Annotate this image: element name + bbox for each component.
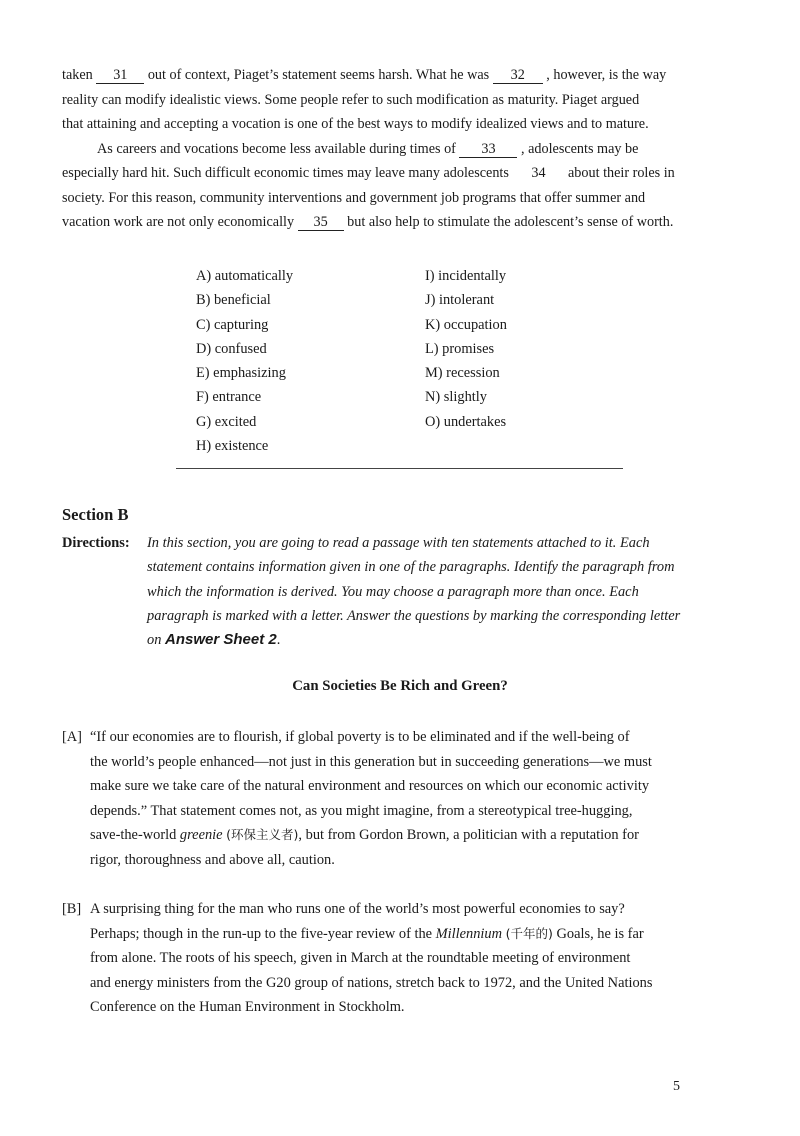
choice-l: L) promises: [425, 340, 495, 357]
blank-35: 35: [298, 214, 344, 231]
paragraph-line: A surprising thing for the man who runs one of the world’s most powerful economies to say?: [90, 901, 625, 917]
paragraph-line: “If our economies are to flourish, if global poverty is to be eliminated and if the well-being of: [90, 729, 630, 745]
choice-e: E) emphasizing: [196, 365, 286, 382]
cloze-line: that attaining and accepting a vocation is one of the best ways to modify idealized views and to mature.: [62, 116, 649, 132]
paragraph-body: [90, 725, 742, 872]
text: Goals, he is far: [552, 925, 644, 942]
choice-j: J) intolerant: [425, 292, 495, 309]
choice-n: N) slightly: [425, 389, 487, 406]
cloze-line: reality can modify idealistic views. Some people refer to such modification as maturity. Piaget argued: [62, 91, 640, 108]
choice-o: O) undertakes: [425, 413, 507, 430]
text: taken: [62, 67, 97, 83]
paragraph-line: [90, 823, 742, 848]
millennium-gloss: (千年的): [505, 925, 553, 941]
directions-text: [147, 531, 742, 652]
greenie-term: greenie: [179, 827, 223, 843]
text: , adolescents may be: [517, 140, 639, 157]
blank-33: 33: [459, 141, 517, 158]
paragraph-body: [90, 897, 742, 1020]
choice-f: F) entrance: [196, 389, 262, 406]
choice-h: H) existence: [196, 438, 269, 455]
text: about their roles in: [564, 165, 675, 181]
text: but also help to stimulate the adolescent’s sense of worth.: [343, 214, 674, 230]
text: out of context, Piaget’s statement seems harsh. What he was: [144, 67, 493, 83]
page-number: 5: [673, 1079, 680, 1094]
paragraph-line: make sure we take care of the natural environment and resources on which our economic activity: [90, 778, 650, 794]
choice-a: A) automatically: [196, 268, 294, 284]
greenie-gloss: (环保主义者): [226, 827, 299, 842]
cloze-line: [62, 210, 742, 235]
paragraph-tag: [B]: [62, 901, 82, 917]
choice-i: I) incidentally: [425, 268, 507, 284]
divider: [176, 468, 623, 469]
paragraph-line: depends.” That statement comes not, as you might imagine, from a stereotypical tree-hugging,: [90, 802, 633, 819]
text: As careers and vocations become less available during times of: [97, 140, 460, 157]
text: , but from Gordon Brown, a politician with a reputation for: [298, 827, 639, 843]
directions-label: Directions:: [62, 535, 130, 551]
choice-m: M) recession: [425, 365, 500, 382]
blank-31: 31: [96, 67, 144, 84]
blank-32: 32: [493, 67, 543, 84]
paragraph-line: [90, 922, 742, 947]
passage-title: Can Societies Be Rich and Green?: [292, 678, 508, 694]
choice-k: K) occupation: [425, 316, 507, 333]
directions-line: statement contains information given in one of the paragraphs. Identify the paragraph from: [147, 559, 675, 576]
text: vacation work are not only economically: [62, 214, 298, 230]
paragraph-line: and energy ministers from the G20 group of nations, stretch back to 1972, and the United Nations: [90, 974, 653, 991]
cloze-line: society. For this reason, community interventions and government job programs that offer summer and: [62, 189, 646, 206]
cloze-line: [62, 63, 742, 88]
cloze-line: [62, 161, 742, 186]
paragraph-line: Conference on the Human Environment in Stockholm.: [90, 999, 405, 1015]
directions-line: paragraph is marked with a letter. Answer the questions by marking the corresponding letter: [147, 607, 681, 624]
choice-g: G) excited: [196, 413, 257, 430]
cloze-line: [62, 137, 742, 162]
blank-34: 34: [531, 165, 546, 181]
directions-line: [147, 628, 742, 652]
paragraph-line: the world’s people enhanced—not just in this generation but in succeeding generations—we must: [90, 753, 652, 770]
choice-b: B) beneficial: [196, 292, 271, 309]
text: especially hard hit. Such difficult economic times may leave many adolescents: [62, 165, 513, 181]
text: on: [147, 632, 165, 649]
text: .: [276, 632, 281, 649]
word-bank-left-column: [196, 264, 293, 458]
choice-c: C) capturing: [196, 316, 269, 333]
paragraph-line: rigor, thoroughness and above all, caution.: [90, 851, 335, 868]
paragraph-tag: [A]: [62, 729, 82, 745]
cloze-passage: [62, 63, 742, 235]
text: save-the-world: [90, 827, 180, 843]
millennium-term: Millennium: [435, 925, 503, 942]
choice-d: D) confused: [196, 340, 267, 357]
text: , however, is the way: [542, 67, 667, 83]
directions-line: which the information is derived. You may choose a paragraph more than once. Each: [147, 583, 639, 600]
section-title: Section B: [62, 505, 129, 524]
answer-sheet-label: Answer Sheet 2: [165, 631, 277, 649]
word-bank-right-column: [425, 264, 507, 434]
directions-line: In this section, you are going to read a passage with ten statements attached to it. Each: [147, 535, 650, 551]
paragraph-line: from alone. The roots of his speech, given in March at the roundtable meeting of environment: [90, 950, 631, 966]
text: Perhaps; though in the run-up to the five-year review of the: [90, 925, 436, 942]
